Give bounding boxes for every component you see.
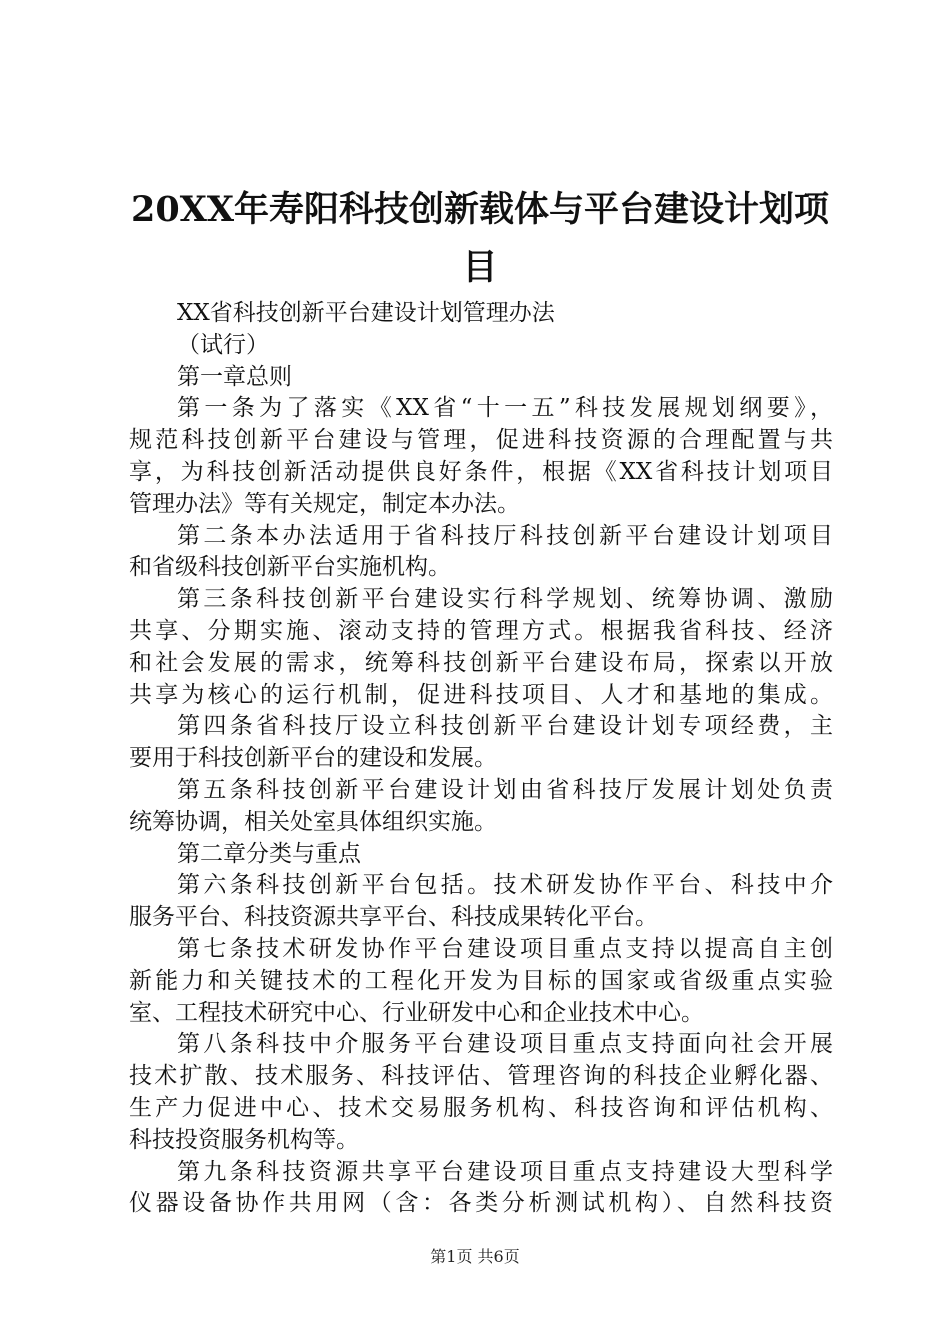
- text-line: 科技投资服务机构等。: [129, 1126, 359, 1153]
- document-title-line-1: 20XX年寿阳科技创新载体与平台建设计划项: [130, 189, 830, 230]
- text-line: 第四条省科技厅设立科技创新平台建设计划专项经费，主: [177, 713, 833, 740]
- document-title-line-2: 目: [462, 247, 498, 288]
- text-line: 共享为核心的运行机制，促进科技项目、人才和基地的集成。: [129, 681, 833, 708]
- text-line: 统筹协调，相关处室具体组织实施。: [129, 808, 497, 835]
- text-line: 第二章分类与重点: [177, 840, 361, 867]
- page-footer: 第1页 共6页: [430, 1247, 520, 1266]
- text-line: 第九条科技资源共享平台建设项目重点支持建设大型科学: [177, 1158, 833, 1185]
- text-line: 室、工程技术研究中心、行业研发中心和企业技术中心。: [129, 999, 704, 1026]
- text-line: 服务平台、科技资源共享平台、科技成果转化平台。: [129, 904, 658, 931]
- text-line: 第二条本办法适用于省科技厅科技创新平台建设计划项目: [177, 522, 833, 549]
- text-line: 第五条科技创新平台建设计划由省科技厅发展计划处负责: [177, 776, 833, 803]
- text-line: 享，为科技创新活动提供良好条件，根据《XX省科技计划项目: [129, 458, 833, 485]
- text-line: （试行）: [177, 331, 269, 358]
- text-line: 第一章总则: [177, 363, 292, 390]
- text-line: 第八条科技中介服务平台建设项目重点支持面向社会开展: [177, 1031, 833, 1058]
- text-line: 管理办法》等有关规定，制定本办法。: [129, 490, 520, 517]
- document-body: [129, 298, 833, 1220]
- text-line: 仪器设备协作共用网（含：各类分析测试机构）、自然科技资: [129, 1190, 833, 1217]
- text-line: 技术扩散、技术服务、科技评估、管理咨询的科技企业孵化器、: [129, 1063, 833, 1090]
- text-line: 第三条科技创新平台建设实行科学规划、统筹协调、激励: [177, 586, 833, 613]
- text-line: 第七条技术研发协作平台建设项目重点支持以提高自主创: [177, 935, 833, 962]
- text-line: 生产力促进中心、技术交易服务机构、科技咨询和评估机构、: [129, 1094, 833, 1121]
- text-line: 第一条为了落实《XX省“十一五”科技发展规划纲要》，: [177, 395, 833, 422]
- text-line: 第六条科技创新平台包括。技术研发协作平台、科技中介: [177, 872, 833, 899]
- text-line: 新能力和关键技术的工程化开发为目标的国家或省级重点实验: [129, 967, 833, 994]
- text-line: 和社会发展的需求，统筹科技创新平台建设布局，探索以开放: [129, 649, 833, 676]
- text-line: 共享、分期实施、滚动支持的管理方式。根据我省科技、经济: [129, 617, 833, 644]
- text-line: 要用于科技创新平台的建设和发展。: [129, 745, 497, 772]
- text-line: XX省科技创新平台建设计划管理办法: [177, 300, 555, 326]
- text-line: 和省级科技创新平台实施机构。: [129, 554, 451, 581]
- text-line: 规范科技创新平台建设与管理，促进科技资源的合理配置与共: [129, 427, 833, 454]
